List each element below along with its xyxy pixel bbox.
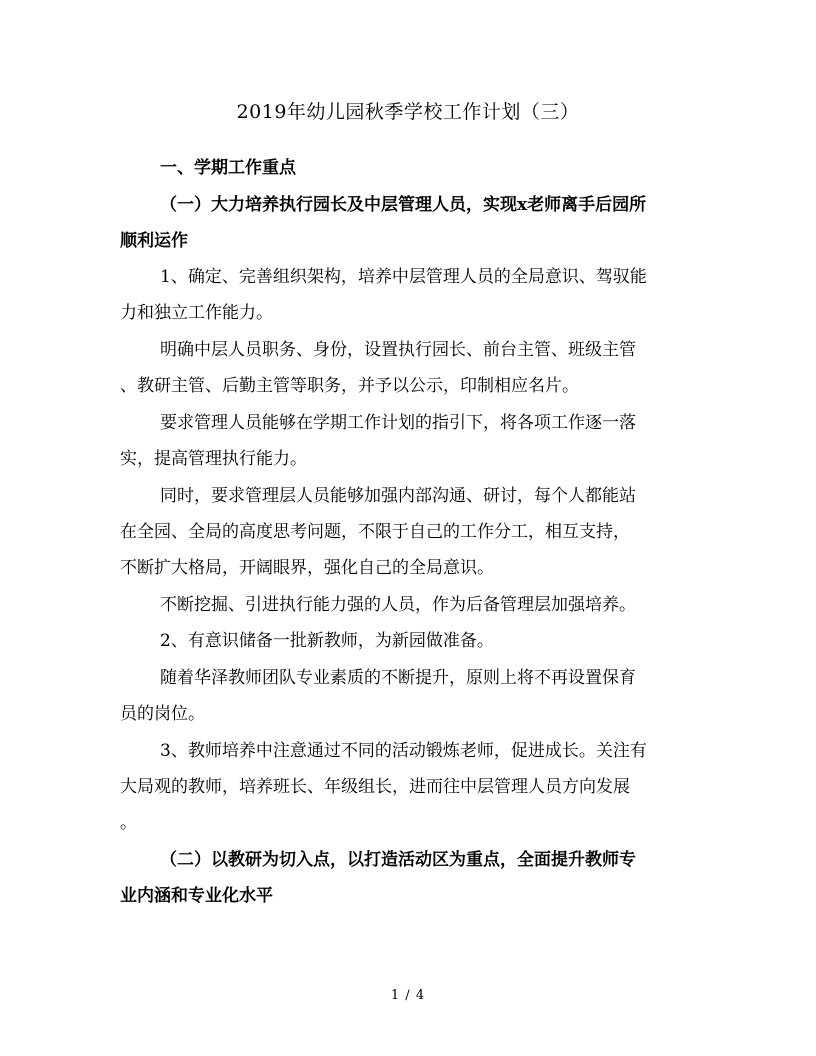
paragraph-line: 1、确定、完善组织架构，培养中层管理人员的全局意识、驾驭能	[160, 267, 647, 287]
paragraph-line: 不断扩大格局，开阔眼界，强化自己的全局意识。	[120, 558, 494, 578]
paragraph-line: 明确中层人员职务、身份，设置执行园长、前台主管、班级主管	[160, 340, 636, 360]
paragraph-line: 同时，要求管理层人员能够加强内部沟通、研讨，每个人都能站	[160, 486, 636, 506]
subsection-heading-2-cont: 业内涵和专业化水平	[120, 886, 273, 906]
paragraph-line: 不断挖掘、引进执行能力强的人员，作为后备管理层加强培养。	[160, 595, 636, 615]
paragraph-line: 、教研主管、后勤主管等职务，并予以公示，印制相应名片。	[120, 376, 579, 396]
paragraph-line: 。	[120, 813, 137, 833]
paragraph-line: 要求管理人员能够在学期工作计划的指引下，将各项工作逐一落	[160, 413, 636, 433]
document-title: 2019年幼儿园秋季学校工作计划（三）	[236, 101, 580, 123]
paragraph-line: 在全园、全局的高度思考问题，不限于自己的工作分工，相互支持，	[120, 522, 630, 542]
paragraph-line: 大局观的教师，培养班长、年级组长，进而往中层管理人员方向发展	[120, 777, 630, 797]
section-heading: 一、学期工作重点	[160, 158, 296, 178]
page-number: 1 / 4	[390, 988, 426, 1003]
paragraph-line: 员的岗位。	[120, 704, 205, 724]
paragraph-line: 实，提高管理执行能力。	[120, 449, 307, 469]
subsection-heading-2: （二）以教研为切入点，以打造活动区为重点，全面提升教师专	[160, 850, 636, 870]
paragraph-line: 随着华泽教师团队专业素质的不断提升，原则上将不再设置保育	[160, 668, 636, 688]
paragraph-line: 力和独立工作能力。	[120, 303, 273, 323]
subsection-heading-1-cont: 顺利运作	[120, 231, 188, 251]
paragraph-line: 3、教师培养中注意通过不同的活动锻炼老师，促进成长。关注有	[160, 741, 647, 761]
paragraph-line: 2、有意识储备一批新教师，为新园做准备。	[160, 631, 494, 651]
subsection-heading-1: （一）大力培养执行园长及中层管理人员，实现x老师离手后园所	[160, 195, 647, 215]
